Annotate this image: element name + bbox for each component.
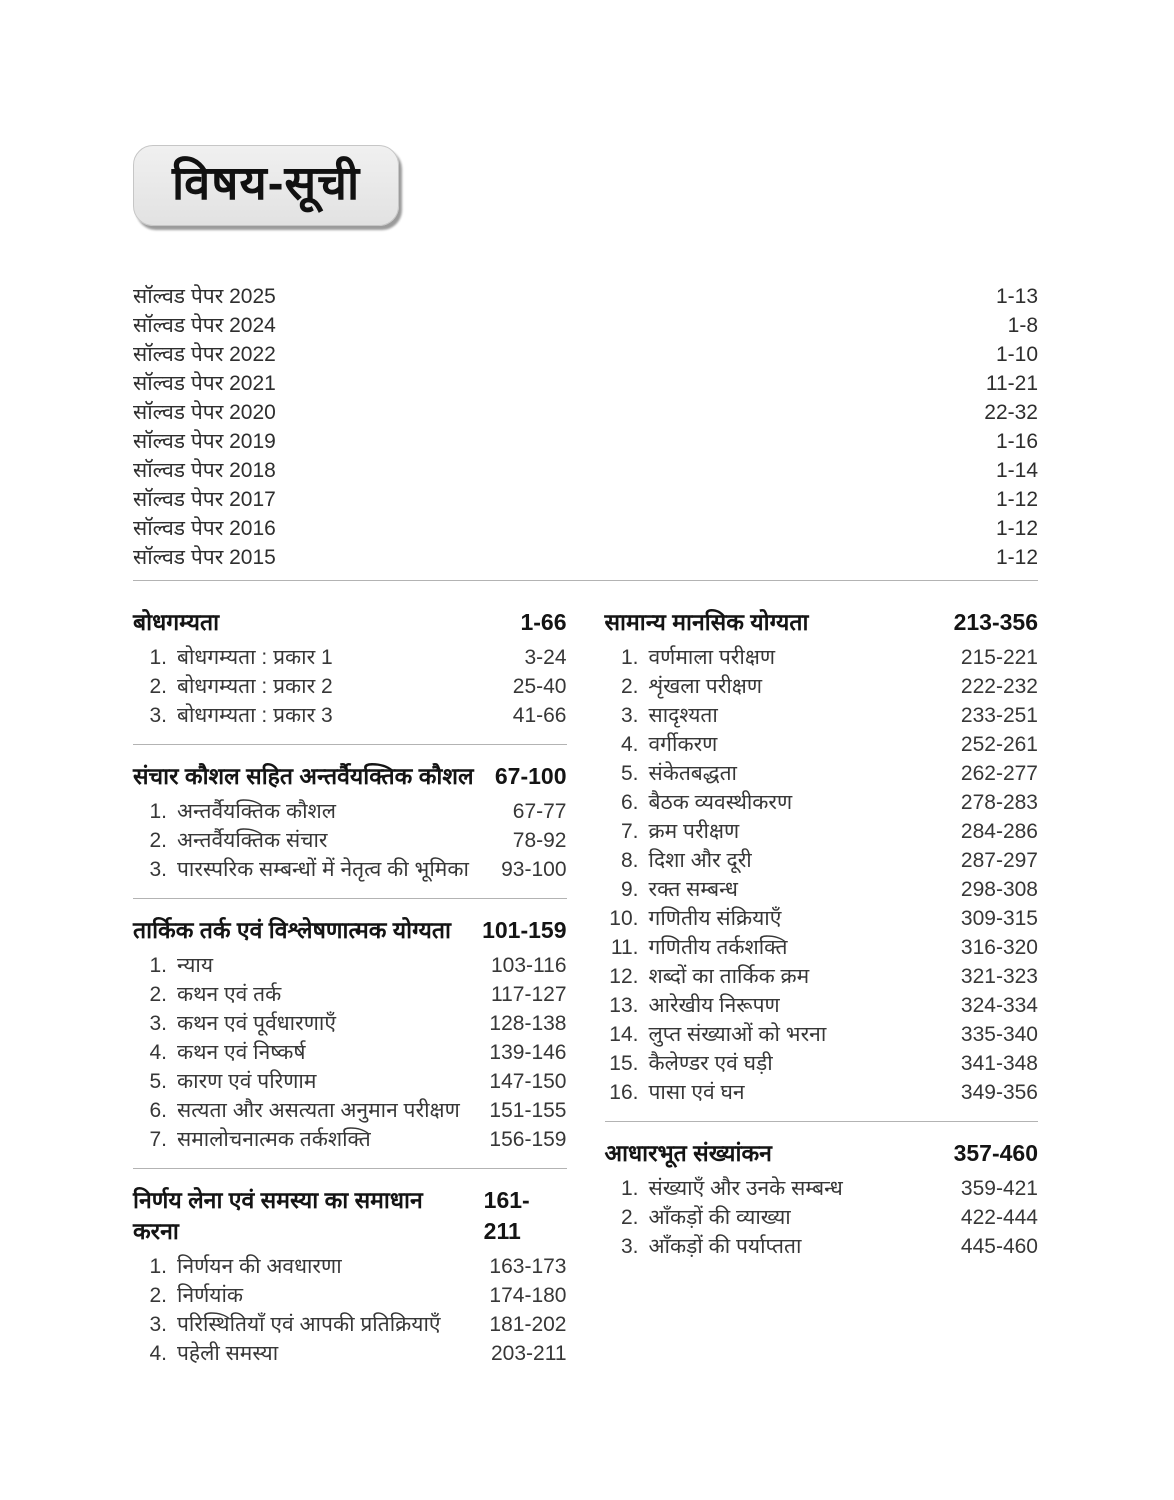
item-number: 9. — [620, 877, 639, 901]
section-items — [133, 1252, 567, 1368]
section-pages: 357-460 — [953, 1139, 1038, 1166]
item-pages: 41-66 — [512, 703, 567, 727]
section-items — [133, 643, 567, 730]
item-number: 3. — [149, 703, 167, 727]
item-label: आँकड़ों की व्याख्या — [648, 1205, 791, 1229]
item-pages: 222-232 — [960, 674, 1038, 698]
item-pages: 181-202 — [489, 1312, 567, 1336]
section-pages: 101-159 — [482, 916, 567, 943]
item-number: 4. — [149, 1040, 167, 1064]
item-pages: 252-261 — [960, 732, 1038, 756]
toc-item — [133, 1125, 567, 1154]
toc-item — [133, 855, 567, 884]
toc-item — [605, 875, 1039, 904]
item-label: रक्त सम्बन्ध — [648, 877, 738, 901]
solved-paper-pages: 1-12 — [995, 545, 1038, 569]
item-pages: 349-356 — [960, 1080, 1038, 1104]
section-title: आधारभूत संख्यांकन — [604, 1139, 772, 1166]
item-number: 4. — [620, 732, 639, 756]
item-label: गणितीय तर्कशक्ति — [648, 935, 788, 959]
section-items — [133, 797, 567, 884]
toc-item — [605, 1049, 1039, 1078]
toc-columns — [133, 607, 1038, 1368]
solved-paper-row — [133, 543, 1038, 572]
item-label: शब्दों का तार्किक क्रम — [648, 964, 810, 988]
item-pages: 128-138 — [489, 1011, 567, 1035]
item-label: पासा एवं घन — [648, 1080, 745, 1104]
solved-paper-row — [133, 427, 1038, 456]
toc-item — [133, 951, 567, 980]
solved-paper-pages: 22-32 — [984, 400, 1038, 424]
toc-section — [133, 1169, 567, 1368]
toc-column-left — [133, 607, 567, 1368]
item-label: आँकड़ों की पर्याप्तता — [648, 1234, 802, 1258]
item-label: बोधगम्यता : प्रकार 2 — [177, 674, 333, 698]
item-number: 2. — [149, 828, 167, 852]
solved-paper-row — [133, 514, 1038, 543]
item-label: वर्णमाला परीक्षण — [648, 645, 776, 669]
solved-paper-label: सॉल्वड पेपर 2022 — [133, 342, 276, 366]
item-number: 1. — [149, 1254, 167, 1278]
solved-paper-label: सॉल्वड पेपर 2018 — [133, 458, 276, 482]
toc-item — [133, 826, 567, 855]
item-pages: 117-127 — [490, 982, 567, 1006]
solved-paper-label: सॉल्वड पेपर 2025 — [133, 284, 276, 308]
solved-paper-pages: 1-14 — [995, 458, 1038, 482]
item-number: 3. — [149, 857, 167, 881]
item-number: 2. — [620, 1205, 639, 1229]
section-title: संचार कौशल सहित अन्तर्वैयक्तिक कौशल — [133, 762, 474, 789]
section-header — [133, 1185, 567, 1247]
section-header — [605, 1138, 1039, 1169]
item-number: 2. — [620, 674, 639, 698]
item-label: वर्गीकरण — [648, 732, 718, 756]
toc-section — [133, 607, 567, 745]
item-number: 1. — [620, 1176, 639, 1200]
toc-item — [133, 1339, 567, 1368]
toc-section — [133, 745, 567, 899]
item-label: कथन एवं पूर्वधारणाएँ — [177, 1011, 336, 1035]
page-title: विषय-सूची — [172, 156, 361, 209]
toc-item — [605, 904, 1039, 933]
item-pages: 103-116 — [490, 953, 567, 977]
toc-item — [133, 1067, 567, 1096]
solved-paper-label: सॉल्वड पेपर 2024 — [133, 313, 276, 337]
item-number: 6. — [620, 790, 639, 814]
item-pages: 278-283 — [960, 790, 1038, 814]
item-number: 16. — [609, 1080, 639, 1104]
item-number: 12. — [609, 964, 639, 988]
item-number: 2. — [149, 982, 167, 1006]
section-title: बोधगम्यता — [133, 608, 220, 635]
toc-item — [133, 701, 567, 730]
item-pages: 287-297 — [960, 848, 1038, 872]
toc-item — [605, 759, 1039, 788]
item-number: 13. — [609, 993, 639, 1017]
item-pages: 335-340 — [960, 1022, 1038, 1046]
solved-paper-label: सॉल्वड पेपर 2019 — [133, 429, 276, 453]
section-title: निर्णय लेना एवं समस्या का समाधान करना — [133, 1186, 423, 1244]
toc-content — [133, 145, 1038, 1368]
item-label: निर्णयांक — [177, 1283, 244, 1307]
item-pages: 139-146 — [489, 1040, 567, 1064]
section-pages: 67-100 — [494, 762, 567, 789]
item-pages: 284-286 — [960, 819, 1038, 843]
item-number: 1. — [620, 645, 639, 669]
toc-item — [605, 730, 1039, 759]
item-pages: 3-24 — [524, 645, 567, 669]
item-number: 3. — [620, 1234, 639, 1258]
item-pages: 203-211 — [490, 1341, 567, 1365]
item-pages: 67-77 — [512, 799, 567, 823]
toc-item — [605, 991, 1039, 1020]
item-pages: 262-277 — [960, 761, 1038, 785]
solved-paper-row — [133, 369, 1038, 398]
toc-item — [605, 1078, 1039, 1107]
item-number: 6. — [149, 1098, 167, 1122]
item-pages: 163-173 — [489, 1254, 567, 1278]
item-label: शृंखला परीक्षण — [648, 674, 763, 698]
toc-item — [133, 1281, 567, 1310]
item-label: संकेतबद्धता — [648, 761, 737, 785]
solved-paper-label: सॉल्वड पेपर 2017 — [133, 487, 276, 511]
solved-papers-list — [133, 282, 1038, 572]
toc-item — [133, 1310, 567, 1339]
toc-item — [605, 1020, 1039, 1049]
solved-paper-pages: 1-16 — [995, 429, 1038, 453]
toc-column-right — [605, 607, 1039, 1368]
item-number: 3. — [620, 703, 639, 727]
item-pages: 309-315 — [960, 906, 1038, 930]
item-pages: 316-320 — [960, 935, 1038, 959]
solved-paper-row — [133, 398, 1038, 427]
solved-paper-label: सॉल्वड पेपर 2015 — [133, 545, 276, 569]
item-label: बोधगम्यता : प्रकार 1 — [177, 645, 333, 669]
item-pages: 445-460 — [960, 1234, 1038, 1258]
item-pages: 324-334 — [960, 993, 1038, 1017]
solved-paper-label: सॉल्वड पेपर 2021 — [133, 371, 276, 395]
solved-paper-pages: 1-13 — [995, 284, 1038, 308]
item-number: 2. — [149, 674, 167, 698]
item-label: सत्यता और असत्यता अनुमान परीक्षण — [177, 1098, 460, 1122]
section-header — [133, 761, 567, 792]
solved-paper-row — [133, 485, 1038, 514]
toc-item — [605, 962, 1039, 991]
item-label: पहेली समस्या — [177, 1341, 279, 1365]
item-label: संख्याएँ और उनके सम्बन्ध — [648, 1176, 843, 1200]
item-pages: 25-40 — [512, 674, 567, 698]
item-label: सादृश्यता — [648, 703, 718, 727]
item-label: निर्णयन की अवधारणा — [177, 1254, 342, 1278]
item-label: कथन एवं निष्कर्ष — [177, 1040, 306, 1064]
item-pages: 298-308 — [960, 877, 1038, 901]
toc-section — [133, 899, 567, 1169]
page-title-box — [133, 145, 399, 226]
item-number: 14. — [609, 1022, 639, 1046]
section-pages: 161-211 — [483, 1186, 530, 1244]
section-items — [605, 1174, 1039, 1261]
solved-paper-label: सॉल्वड पेपर 2020 — [133, 400, 276, 424]
toc-item — [133, 980, 567, 1009]
item-number: 15. — [609, 1051, 639, 1075]
section-items — [133, 951, 567, 1154]
toc-item — [133, 643, 567, 672]
item-label: बोधगम्यता : प्रकार 3 — [177, 703, 333, 727]
item-label: लुप्त संख्याओं को भरना — [648, 1022, 827, 1046]
toc-item — [605, 643, 1039, 672]
toc-item — [133, 1009, 567, 1038]
item-label: कैलेण्डर एवं घड़ी — [648, 1051, 773, 1075]
toc-item — [605, 1174, 1039, 1203]
item-pages: 156-159 — [489, 1127, 567, 1151]
item-label: गणितीय संक्रियाएँ — [648, 906, 782, 930]
toc-item — [605, 1203, 1039, 1232]
solved-paper-label: सॉल्वड पेपर 2016 — [133, 516, 276, 540]
item-pages: 93-100 — [501, 857, 567, 881]
item-number: 1. — [149, 645, 167, 669]
item-label: न्याय — [177, 953, 213, 977]
solved-paper-pages: 1-12 — [995, 516, 1038, 540]
item-label: कारण एवं परिणाम — [177, 1069, 317, 1093]
item-label: दिशा और दूरी — [648, 848, 752, 872]
toc-section — [605, 607, 1039, 1122]
section-items — [605, 643, 1039, 1107]
item-pages: 359-421 — [960, 1176, 1038, 1200]
toc-item — [605, 672, 1039, 701]
toc-section — [605, 1122, 1039, 1261]
toc-item — [133, 1252, 567, 1281]
item-number: 4. — [149, 1341, 167, 1365]
section-title: सामान्य मानसिक योग्यता — [604, 608, 809, 635]
item-pages: 422-444 — [960, 1205, 1038, 1229]
toc-item — [605, 788, 1039, 817]
item-label: परिस्थितियाँ एवं आपकी प्रतिक्रियाएँ — [177, 1312, 441, 1336]
item-pages: 233-251 — [960, 703, 1038, 727]
toc-item — [605, 817, 1039, 846]
item-number: 5. — [149, 1069, 167, 1093]
toc-item — [133, 797, 567, 826]
item-number: 3. — [149, 1011, 167, 1035]
section-pages: 1-66 — [520, 608, 567, 635]
item-number: 10. — [609, 906, 639, 930]
item-number: 3. — [149, 1312, 167, 1336]
item-number: 1. — [149, 799, 167, 823]
solved-paper-row — [133, 456, 1038, 485]
toc-item — [605, 1232, 1039, 1261]
item-pages: 341-348 — [960, 1051, 1038, 1075]
item-pages: 321-323 — [960, 964, 1038, 988]
toc-item — [605, 846, 1039, 875]
section-header — [133, 915, 567, 946]
item-number: 2. — [149, 1283, 167, 1307]
item-label: क्रम परीक्षण — [648, 819, 740, 843]
section-title: तार्किक तर्क एवं विश्लेषणात्मक योग्यता — [133, 916, 451, 943]
item-number: 11. — [610, 935, 639, 959]
solved-paper-row — [133, 282, 1038, 311]
solved-paper-pages: 1-8 — [1007, 313, 1038, 337]
item-label: समालोचनात्मक तर्कशक्ति — [177, 1127, 371, 1151]
item-pages: 174-180 — [489, 1283, 567, 1307]
item-number: 1. — [149, 953, 167, 977]
item-label: बैठक व्यवस्थीकरण — [648, 790, 793, 814]
item-number: 5. — [620, 761, 639, 785]
item-pages: 78-92 — [512, 828, 567, 852]
item-label: कथन एवं तर्क — [177, 982, 282, 1006]
solved-papers-divider — [133, 580, 1038, 581]
solved-paper-row — [133, 340, 1038, 369]
item-number: 7. — [620, 819, 639, 843]
toc-item — [133, 1038, 567, 1067]
toc-item — [605, 933, 1039, 962]
item-number: 8. — [620, 848, 639, 872]
item-label: अन्तर्वैयक्तिक संचार — [177, 828, 328, 852]
solved-paper-pages: 1-12 — [995, 487, 1038, 511]
item-label: पारस्परिक सम्बन्धों में नेतृत्व की भूमिका — [177, 857, 469, 881]
section-pages: 213-356 — [953, 608, 1038, 635]
toc-item — [133, 672, 567, 701]
section-header — [133, 607, 567, 638]
item-pages: 151-155 — [489, 1098, 567, 1122]
solved-paper-pages: 1-10 — [995, 342, 1038, 366]
toc-item — [605, 701, 1039, 730]
item-pages: 215-221 — [960, 645, 1038, 669]
solved-paper-row — [133, 311, 1038, 340]
toc-item — [133, 1096, 567, 1125]
section-header — [605, 607, 1039, 638]
solved-paper-pages: 11-21 — [985, 371, 1038, 395]
item-pages: 147-150 — [489, 1069, 567, 1093]
item-number: 7. — [149, 1127, 167, 1151]
item-label: आरेखीय निरूपण — [648, 993, 780, 1017]
item-label: अन्तर्वैयक्तिक कौशल — [177, 799, 337, 823]
